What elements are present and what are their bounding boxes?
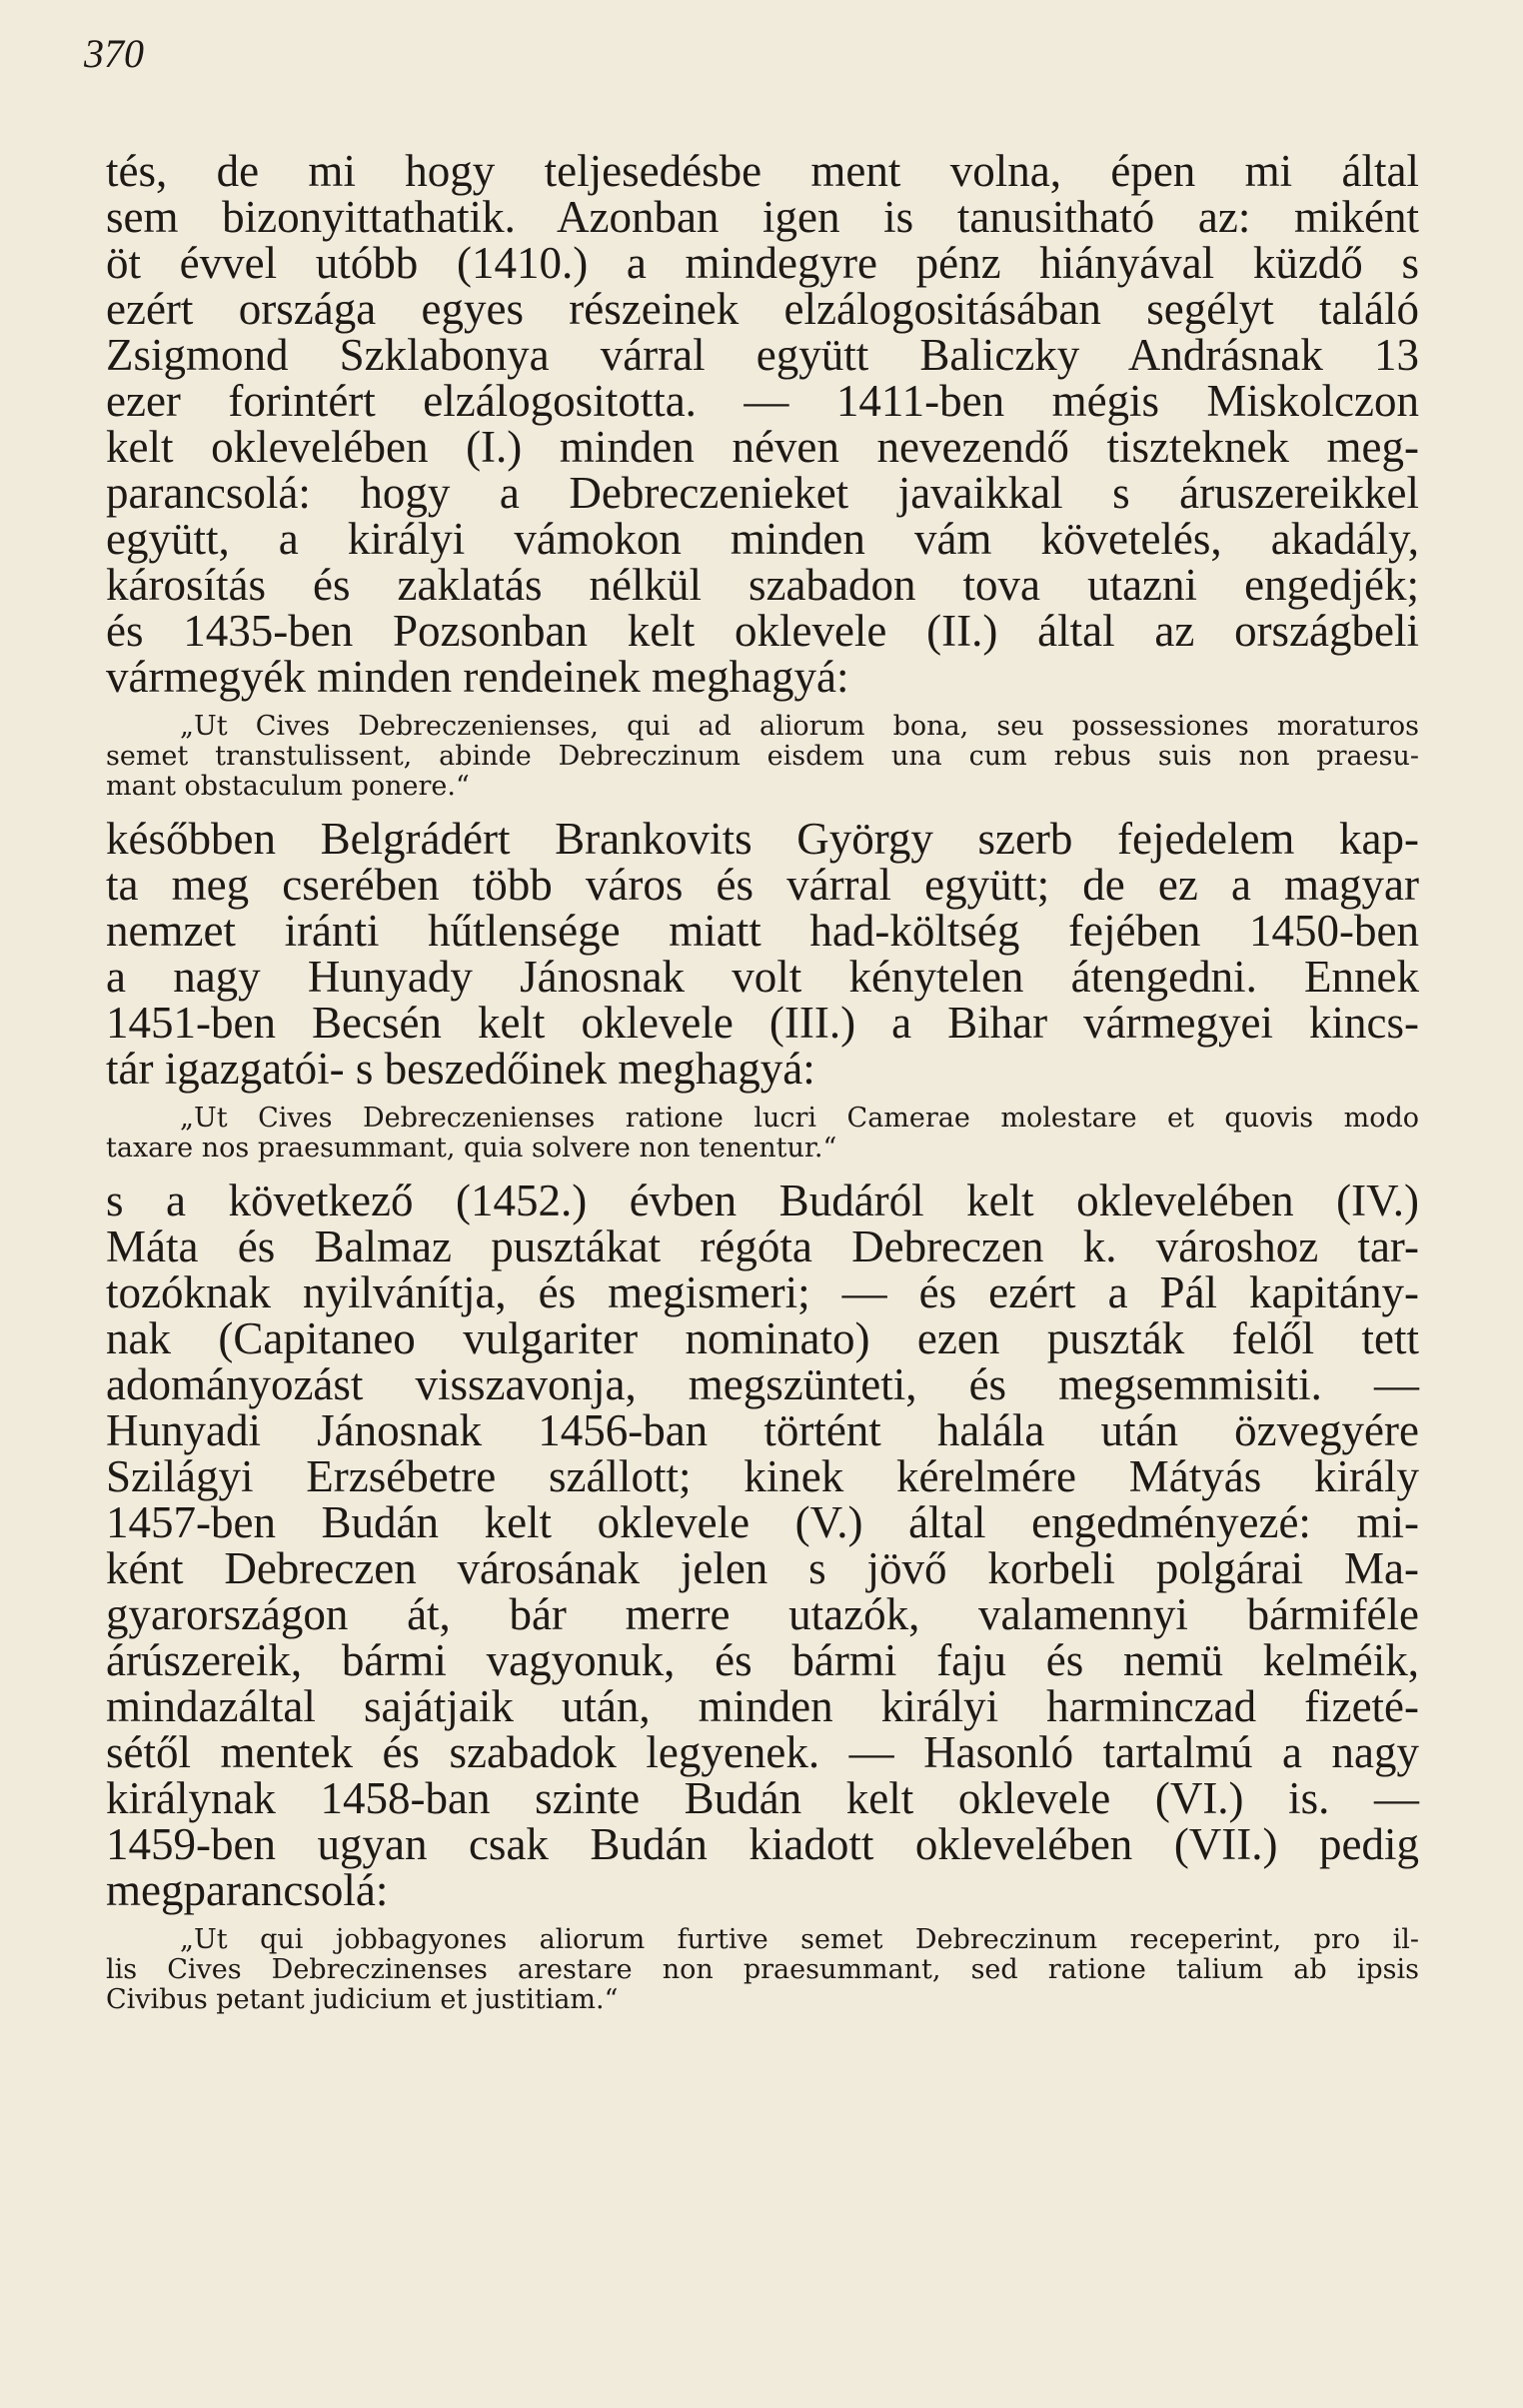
text-line: 1451-ben Becsén kelt oklevele (III.) a Bihar vármegyei kincs- <box>106 998 1419 1048</box>
quote-line: lis Cives Debreczinenses arestare non praesummant, sed ratione talium ab ipsis <box>106 1954 1419 1985</box>
text-line: együtt, a királyi vámokon minden vám követelés, akadály, <box>106 514 1419 564</box>
text-line: nemzet iránti hűtlensége miatt had-költség fejében 1450-ben <box>106 906 1419 956</box>
text-line: ként Debreczen városának jelen s jövő korbeli polgárai Ma- <box>106 1543 1419 1593</box>
text-line: Hunyadi Jánosnak 1456-ban történt halála után özvegyére <box>106 1405 1419 1455</box>
text-line: királynak 1458-ban szinte Budán kelt oklevele (VI.) is. — <box>106 1773 1419 1823</box>
quote-line: Civibus petant judicium et justitiam.“ <box>106 1984 619 2015</box>
text-line: ezer forintért elzálogositotta. — 1411-ben mégis Miskolczon <box>106 376 1419 426</box>
page-text <box>106 148 1419 2029</box>
quote-line: semet transtulissent, abinde Debreczinum eisdem una cum rebus suis non praesu- <box>106 741 1419 772</box>
page-number: 370 <box>84 31 144 76</box>
text-line: károsítás és zaklatás nélkül szabadon tova utazni engedjék; <box>106 560 1419 610</box>
quote-line: „Ut Cives Debreczenienses, qui ad aliorum bona, seu possessiones moraturos <box>180 711 1419 742</box>
text-line: árúszereik, bármi vagyonuk, és bármi faju és nemü kelméik, <box>106 1635 1419 1685</box>
quote-line: „Ut Cives Debreczenienses ratione lucri Camerae molestare et quovis modo <box>180 1103 1419 1134</box>
text-line: sétől mentek és szabadok legyenek. — Hasonló tartalmú a nagy <box>106 1727 1419 1777</box>
latin-quote <box>106 1925 1419 2015</box>
quote-line: „Ut qui jobbagyones aliorum furtive semet Debreczinum receperint, pro il- <box>180 1924 1419 1955</box>
text-line: tés, de mi hogy teljesedésbe ment volna, épen mi által <box>106 146 1419 196</box>
text-line: Máta és Balmaz pusztákat régóta Debreczen k. városhoz tar- <box>106 1221 1419 1271</box>
text-line: és 1435-ben Pozsonban kelt oklevele (II.) által az országbeli <box>106 606 1419 656</box>
latin-quote <box>106 712 1419 802</box>
text-line: sem bizonyittathatik. Azonban igen is tanusitható az: miként <box>106 192 1419 242</box>
text-line: a nagy Hunyady Jánosnak volt kénytelen átengedni. Ennek <box>106 952 1419 1002</box>
text-line: parancsolá: hogy a Debreczenieket javaikkal s áruszereikkel <box>106 468 1419 518</box>
quote-line: mant obstaculum ponere.“ <box>106 771 470 802</box>
text-line: 1457-ben Budán kelt oklevele (V.) által engedményezé: mi- <box>106 1497 1419 1547</box>
paragraph <box>106 1178 1419 1913</box>
text-line: Szilágyi Erzsébetre szállott; kinek kérelmére Mátyás király <box>106 1451 1419 1501</box>
text-line: megparancsolá: <box>106 1865 389 1915</box>
paragraph <box>106 148 1419 700</box>
text-line: tár igazgatói- s beszedőinek meghagyá: <box>106 1044 815 1094</box>
text-line: ezért országa egyes részeinek elzálogositásában segélyt találó <box>106 284 1419 334</box>
text-line: későbben Belgrádért Brankovits György szerb fejedelem kap- <box>106 814 1419 864</box>
paragraph <box>106 816 1419 1092</box>
latin-quote <box>106 1104 1419 1164</box>
text-line: 1459-ben ugyan csak Budán kiadott oklevelében (VII.) pedig <box>106 1819 1419 1869</box>
text-line: mindazáltal sajátjaik után, minden királyi harminczad fizeté- <box>106 1681 1419 1731</box>
text-line: gyarországon át, bár merre utazók, valamennyi bármiféle <box>106 1589 1419 1639</box>
text-line: kelt oklevelében (I.) minden néven nevezendő tiszteknek meg- <box>106 422 1419 472</box>
text-line: nak (Capitaneo vulgariter nominato) ezen puszták felől tett <box>106 1313 1419 1363</box>
text-line: adományozást visszavonja, megszünteti, és megsemmisiti. — <box>106 1359 1419 1409</box>
text-line: vármegyék minden rendeinek meghagyá: <box>106 652 849 702</box>
text-line: s a következő (1452.) évben Budáról kelt oklevelében (IV.) <box>106 1176 1419 1225</box>
text-line: öt évvel utóbb (1410.) a mindegyre pénz hiányával küzdő s <box>106 238 1419 288</box>
text-line: ta meg cserében több város és várral együtt; de ez a magyar <box>106 860 1419 910</box>
text-line: tozóknak nyilvánítja, és megismeri; — és ezért a Pál kapitány- <box>106 1267 1419 1317</box>
quote-line: taxare nos praesummant, quia solvere non tenentur.“ <box>106 1133 837 1164</box>
text-line: Zsigmond Szklabonya várral együtt Baliczky Andrásnak 13 <box>106 330 1419 380</box>
